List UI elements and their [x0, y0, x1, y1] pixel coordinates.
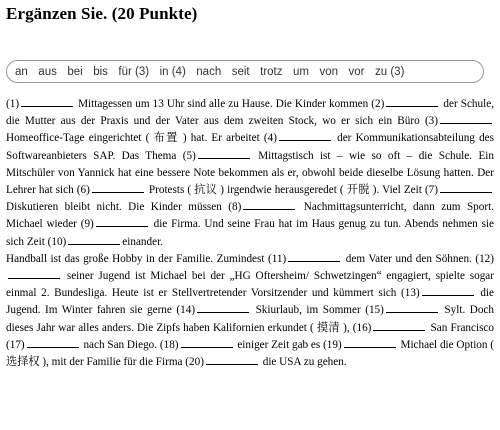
text-segment: Sylt. Doch dieses Jahr war alles anders. Die Zipfs haben Kalifornien erkundet ( 摸清 ),: [6, 304, 495, 334]
blank-label: (5): [182, 149, 196, 162]
word-bank-item: bis: [93, 65, 108, 78]
blank-line[interactable]: [198, 157, 250, 159]
blank-label: (16): [352, 321, 372, 334]
blank-label: (8): [228, 201, 242, 214]
text-segment: dem Vater und den Söhnen.: [342, 252, 476, 265]
blank-label: (19): [323, 338, 342, 351]
blank-label: (9): [80, 218, 94, 231]
text-segment: die Firma. Und seine Frau hat im Haus genug zu tun. Abends nehmen sie sich Zeit: [6, 218, 494, 248]
text-segment: einiger Zeit gab es: [234, 338, 324, 351]
blank-line[interactable]: [92, 191, 144, 193]
text-segment: die Jugend. Im Winter fahren sie gerne: [6, 287, 494, 317]
text-segment: Skiurlaub, im Sommer: [251, 304, 366, 317]
word-bank: [6, 60, 484, 83]
text-segment: einander.: [122, 235, 163, 248]
blank-line[interactable]: [344, 346, 396, 348]
blank-line[interactable]: [288, 260, 340, 262]
blank-label: (10): [47, 235, 67, 248]
blank-line[interactable]: [96, 225, 148, 227]
word-bank-item: von: [319, 65, 339, 78]
blank-label: (12): [475, 252, 494, 265]
blank-line[interactable]: [206, 363, 258, 365]
blank-label: (1): [6, 98, 20, 110]
blank-line[interactable]: [440, 122, 492, 124]
blank-label: (6): [76, 184, 90, 197]
blank-line[interactable]: [8, 277, 60, 279]
blank-line[interactable]: [373, 329, 425, 331]
blank-line[interactable]: [386, 105, 438, 107]
text-segment: Handball ist das große Hobby in der Familie. Zumindest: [6, 252, 268, 265]
text-segment: seiner Jugend ist Michael bei der „HG Oftersheim/ Schwetzingen“ engagiert, spielte sogar einmal 2. Bundesliga. Heute ist er Stellvertretender Vorsitzender und kümmert sich: [6, 270, 494, 300]
blank-line[interactable]: [440, 191, 492, 193]
blank-label: (15): [365, 304, 384, 317]
text-segment: Homeoffice-Tage eingerichtet ( 布置 ) hat. Er arbeitet: [6, 132, 264, 145]
text-segment: Protests ( 抗议 ) irgendwie herausgeredet ( 开脱 ). Viel Zeit: [145, 184, 425, 197]
text-segment: Michael die Option ( 选择权 ), mit der Familie für die Firma: [6, 338, 495, 369]
blank-label: (4): [263, 132, 277, 145]
word-bank-item: aus: [38, 65, 57, 78]
blank-label: (7): [424, 184, 438, 197]
blank-label: (18): [159, 338, 179, 351]
blank-label: (2): [371, 98, 385, 110]
blank-label: (11): [268, 252, 287, 265]
blank-label: (3): [424, 115, 438, 128]
blank-line[interactable]: [243, 208, 295, 210]
blank-label: (17): [6, 338, 25, 351]
exercise-text: [6, 96, 494, 371]
exercise-title: Ergänzen Sie. (20 Punkte): [6, 4, 198, 23]
blank-line[interactable]: [68, 243, 120, 245]
text-segment: Mittagessen um 13 Uhr sind alle zu Hause. Die Kinder kommen: [75, 98, 372, 110]
word-bank-item: seit: [231, 65, 250, 78]
blank-label: (20): [185, 356, 204, 369]
word-bank-item: in (4): [159, 65, 186, 78]
blank-line[interactable]: [27, 346, 79, 348]
word-bank-item: für (3): [118, 65, 150, 78]
text-segment: Nachmittagsunterricht, dann zum Sport. Michael wieder: [6, 201, 494, 231]
blank-line[interactable]: [386, 311, 438, 313]
blank-label: (13): [401, 287, 420, 300]
blank-label: (14): [176, 304, 196, 317]
word-bank-item: an: [15, 65, 28, 78]
text-segment: der Kommunikationsabteilung des Softwareanbieters SAP. Das Thema: [6, 132, 494, 162]
text-segment: Diskutieren bleibt nicht. Die Kinder müssen: [6, 201, 229, 214]
text-segment: die USA zu gehen.: [259, 356, 347, 369]
word-bank-item: bei: [67, 65, 83, 78]
blank-line[interactable]: [422, 294, 474, 296]
word-bank-item: um: [293, 65, 309, 78]
word-bank-item: trotz: [260, 65, 283, 78]
blank-line[interactable]: [21, 105, 73, 107]
text-segment: San Francisco: [427, 321, 494, 334]
text-segment: Mittagstisch ist – wie so oft – die Schule. Ein Mitschüler von Yannick hat eine bessere Note bekommen als er, obwohl beide dieselbe Lösung hatten. Der Lehrer hat sich: [6, 149, 494, 197]
word-bank-item: zu (3): [375, 65, 405, 78]
text-segment: nach San Diego.: [80, 338, 160, 351]
text-segment: der Schule, die Mutter aus der Praxis und der Vater aus dem zweiten Stock, wo er sich ein Büro: [6, 98, 494, 128]
blank-line[interactable]: [279, 139, 331, 141]
word-bank-item: nach: [196, 65, 222, 78]
word-bank-item: vor: [348, 65, 365, 78]
blank-line[interactable]: [181, 346, 233, 348]
blank-line[interactable]: [197, 311, 249, 313]
